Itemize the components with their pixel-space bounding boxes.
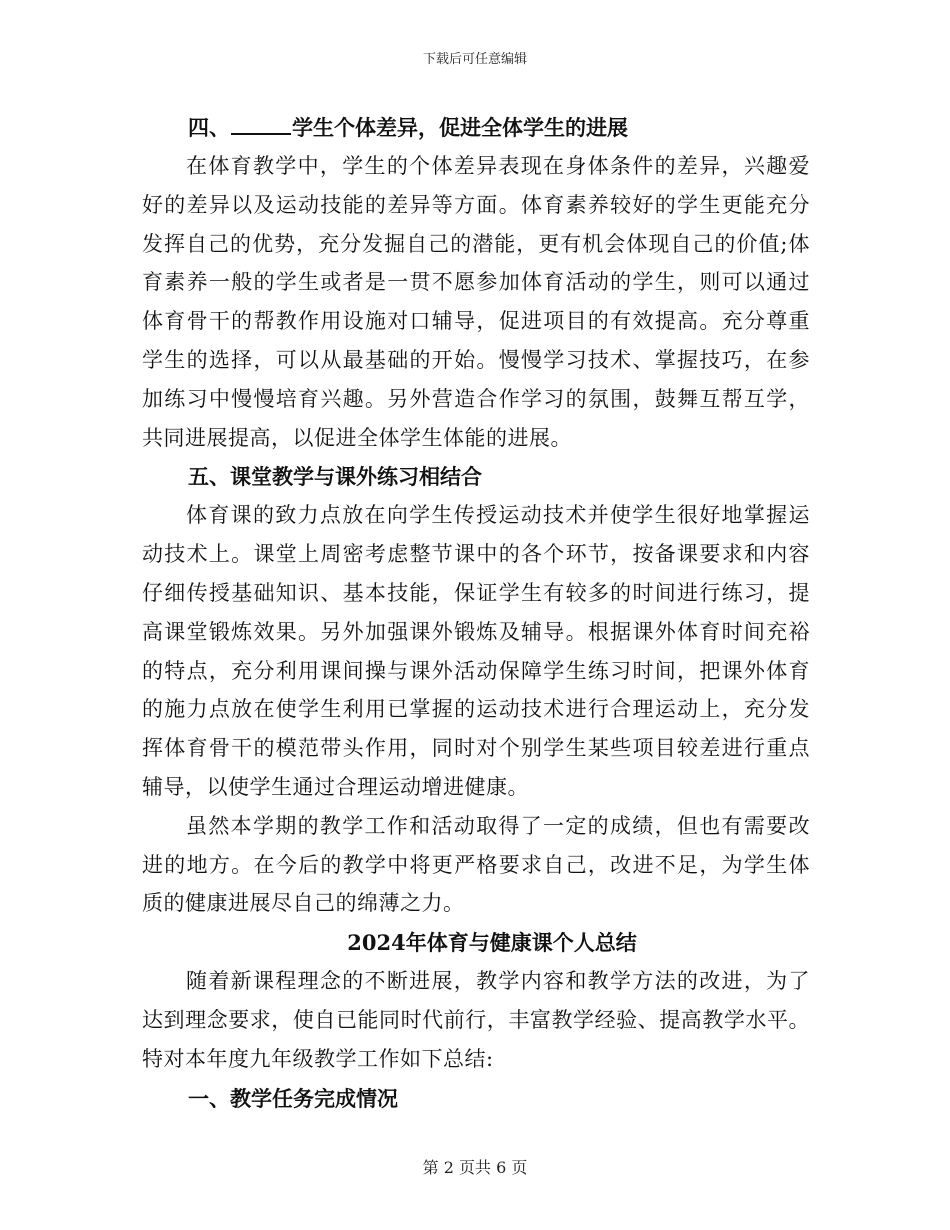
paragraph-line: 辅导，以使学生通过合理运动增进健康。 (142, 774, 529, 799)
paragraph-line: 进的地方。在今后的教学中将更严格要求自己，改进不足，为学生体 (142, 852, 810, 877)
section-heading-4 (142, 108, 810, 147)
paragraph-line: 仔细传授基础知识、基本技能，保证学生有较多的时间进行练习，提 (142, 580, 810, 605)
paragraph-line: 高课堂锻炼效果。另外加强课外锻炼及辅导。根据课外体育时间充裕 (142, 619, 810, 644)
intro-paragraph (142, 962, 810, 1078)
paragraph-line: 动技术上。课堂上周密考虑整节课中的各个环节，按备课要求和内容 (142, 542, 810, 567)
page-number: 第 2 页共 6 页 (422, 1158, 528, 1177)
paragraph-line: 学生的选择，可以从最基础的开始。慢慢学习技术、掌握技巧，在参 (142, 347, 810, 372)
paragraph-line: 体育骨干的帮教作用设施对口辅导，促进项目的有效提高。充分尊重 (142, 309, 810, 334)
paragraph-line: 好的差异以及运动技能的差异等方面。体育素养较好的学生更能充分 (142, 192, 810, 217)
section-heading-4-text: 学生个体差异，促进全体学生的进展 (292, 115, 628, 140)
paragraph-line: 体育课的致力点放在向学生传授运动技术并使学生很好地掌握运 (186, 503, 810, 528)
paragraph-line: 发挥自己的优势，充分发掘自己的潜能，更有机会体现自己的价值;体 (142, 231, 810, 256)
paragraph-line: 达到理念要求，使自已能同时代前行，丰富教学经验、提高教学水平。 (142, 1007, 810, 1032)
document-title: 2024年体育与健康课个人总结 (347, 930, 637, 956)
paragraph-line: 的特点，充分利用课间操与课外活动保障学生练习时间，把课外体育 (142, 658, 810, 683)
section-5-paragraph (142, 496, 810, 806)
paragraph-line: 加练习中慢慢培育兴趣。另外营造合作学习的氛围，鼓舞互帮互学， (142, 386, 810, 411)
paragraph-line: 特对本年度九年级教学工作如下总结: (142, 1046, 494, 1071)
paragraph-line: 虽然本学期的教学工作和活动取得了一定的成绩，但也有需要改 (186, 813, 810, 838)
paragraph-line: 在体育教学中，学生的个体差异表现在身体条件的差异，兴趣爱 (186, 154, 810, 178)
fill-in-blank (231, 113, 291, 135)
paragraph-line: 随着新课程理念的不断进展，教学内容和教学方法的改进，为了 (186, 969, 810, 994)
page-header: 下载后可任意编辑 (422, 52, 527, 67)
paragraph-line: 育素养一般的学生或者是一贯不愿参加体育活动的学生，则可以通过 (142, 270, 810, 295)
paragraph-line: 挥体育骨干的模范带头作用，同时对个别学生某些项目较差进行重点 (142, 736, 810, 761)
section-4-paragraph (142, 147, 810, 457)
section-heading-5: 五、课堂教学与课外练习相结合 (188, 464, 482, 490)
paragraph-line: 质的健康进展尽自己的绵薄之力。 (142, 891, 465, 916)
paragraph-line: 共同进展提高，以促进全体学生体能的进展。 (142, 425, 572, 450)
section-heading-4-prefix: 四、 (188, 115, 230, 140)
paragraph-line: 的施力点放在使学生利用已掌握的运动技术进行合理运动上，充分发 (142, 697, 810, 722)
closing-paragraph (142, 807, 810, 923)
document-body (142, 108, 810, 1118)
section-heading-1: 一、教学任务完成情况 (188, 1085, 398, 1111)
